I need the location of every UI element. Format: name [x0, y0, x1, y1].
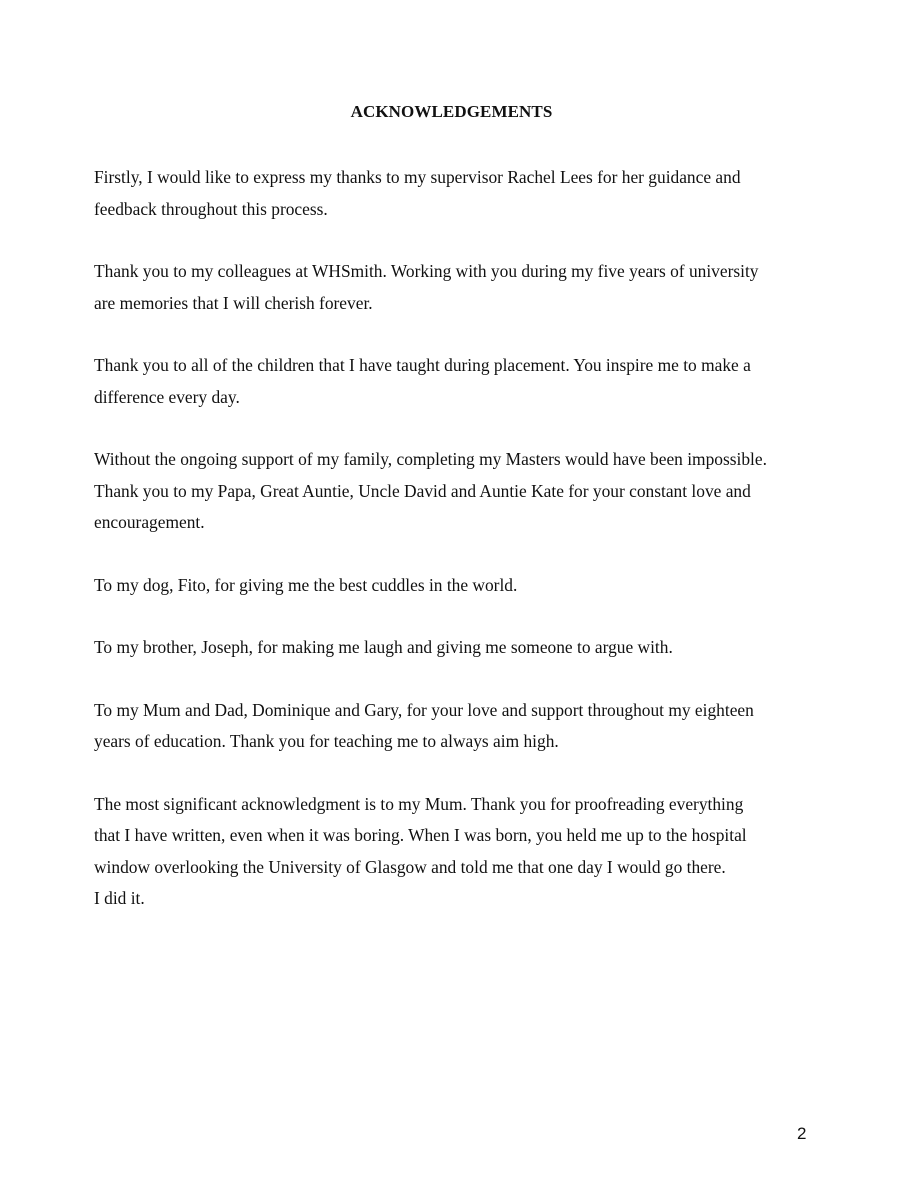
paragraph-dog [94, 570, 854, 602]
paragraph-mum [94, 789, 854, 915]
text-line: that I have written, even when it was boring. When I was born, you held me up to the hospital [94, 825, 747, 845]
text-line: window overlooking the University of Glasgow and told me that one day I would go there. [94, 856, 726, 877]
paragraph-family [94, 444, 854, 539]
text-line: Thank you to my Papa, Great Auntie, Uncle David and Auntie Kate for your constant love and [94, 480, 751, 501]
text-line: The most significant acknowledgment is to my Mum. Thank you for proofreading everything [94, 793, 744, 814]
text-line: feedback throughout this process. [94, 198, 328, 219]
text-line: are memories that I will cherish forever. [94, 292, 373, 313]
page-number: 2 [797, 1124, 807, 1143]
text-line: Without the ongoing support of my family, completing my Masters would have been impossible. [94, 449, 767, 469]
acknowledgements-body [94, 162, 854, 946]
text-line: encouragement. [94, 512, 205, 532]
paragraph-colleagues [94, 256, 854, 319]
paragraph-brother [94, 632, 854, 664]
text-line: Firstly, I would like to express my thanks to my supervisor Rachel Lees for her guidance and [94, 167, 741, 187]
text-line: I did it. [94, 888, 145, 908]
paragraph-parents [94, 695, 854, 758]
page-heading: ACKNOWLEDGEMENTS [350, 102, 553, 121]
text-line: difference every day. [94, 386, 240, 407]
text-line: Thank you to my colleagues at WHSmith. Working with you during my five years of university [94, 261, 759, 281]
text-line: To my brother, Joseph, for making me laugh and giving me someone to argue with. [94, 637, 673, 657]
text-line: years of education. Thank you for teaching me to always aim high. [94, 731, 559, 751]
text-line: To my dog, Fito, for giving me the best cuddles in the world. [94, 574, 518, 595]
paragraph-supervisor [94, 162, 854, 225]
paragraph-children [94, 350, 854, 413]
text-line: To my Mum and Dad, Dominique and Gary, for your love and support throughout my eighteen [94, 699, 754, 720]
text-line: Thank you to all of the children that I have taught during placement. You inspire me to make a [94, 355, 751, 375]
